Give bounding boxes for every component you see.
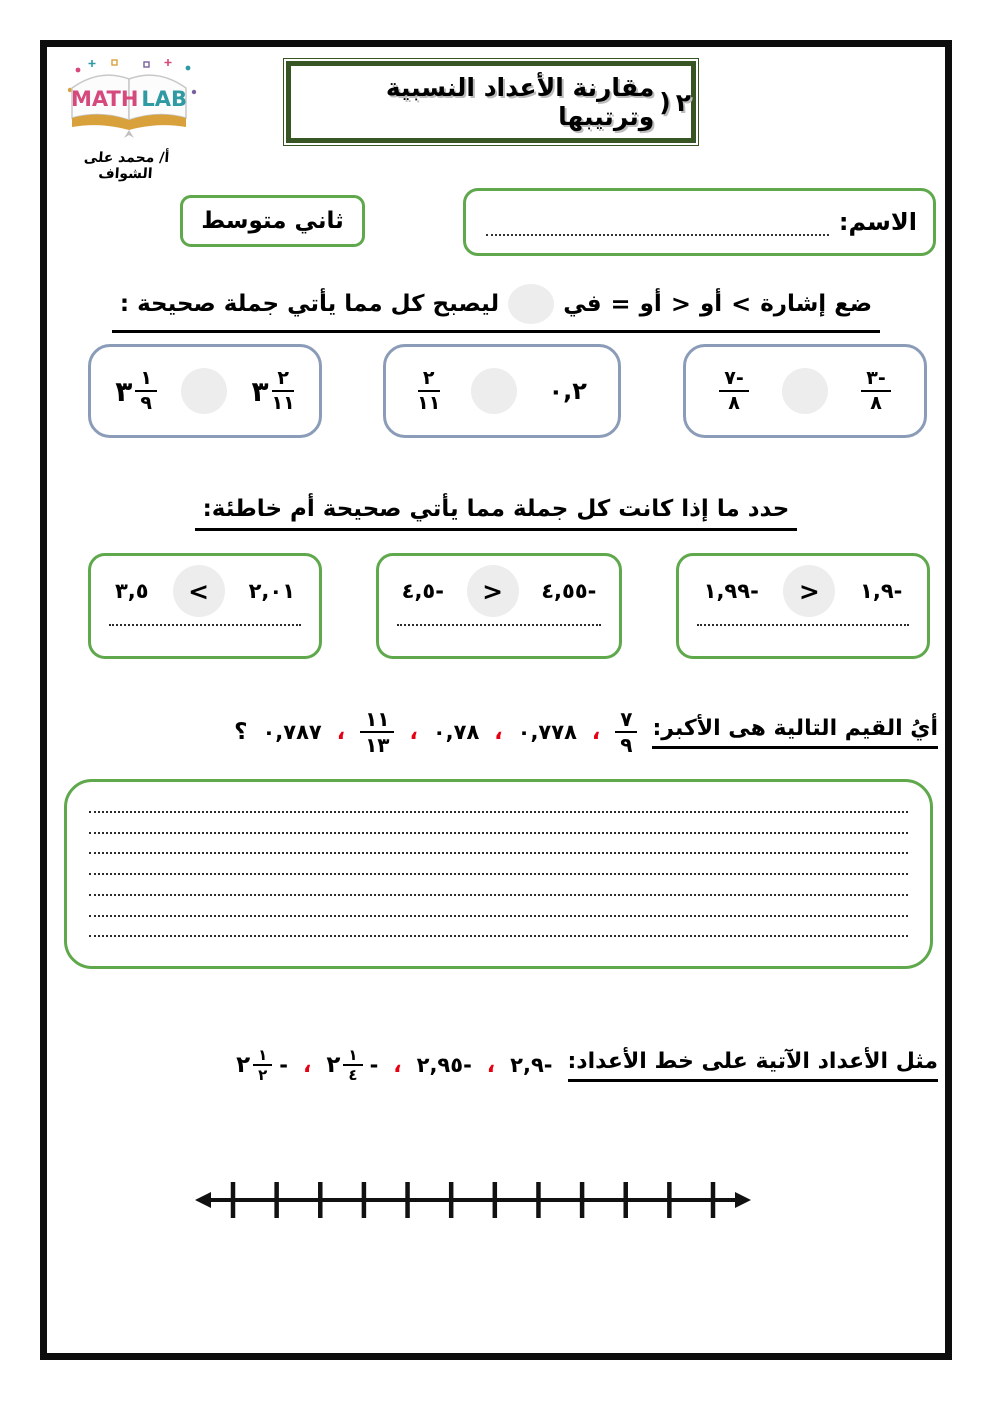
answer-line[interactable] [89,811,908,813]
statement [679,564,927,618]
grade-label: ثاني متوسط [201,208,344,234]
fraction [861,368,891,414]
numerator: ٣- [861,368,891,392]
equals-sign: = [610,290,631,318]
numerator: ١ [253,1047,272,1067]
compare-box-mixed-numbers [88,344,322,438]
decimal-value: ٠,٧٧٨ [517,720,577,744]
teacher-signature: أ/ محمد على الشواف [83,150,170,182]
operand: ٣,٥ [114,579,149,603]
numerator: ٢ [418,368,440,392]
title-box [286,61,696,143]
less-than-sign: < [731,290,752,318]
fraction [719,368,749,414]
grade-badge [180,195,365,247]
name-input-line[interactable] [486,208,829,236]
compare-box-negative-fractions [683,344,927,438]
answer-line[interactable] [89,852,908,854]
arabic-comma: ، [494,719,503,745]
answer-circle[interactable] [181,368,227,414]
number-line[interactable] [193,1160,753,1240]
svg-text:MATHLAB [71,87,187,111]
operand: ٢,٠١ [248,579,296,603]
name-label: الاسم: [838,208,917,236]
fraction [343,1047,362,1084]
operand: ١,٩٩- [703,579,759,603]
logo-text-lab: LAB [141,87,188,111]
heading-text: ضع إشارة [760,291,873,317]
fraction [417,368,440,414]
arabic-comma: ، [336,719,346,745]
whole-part: ٣ [251,374,269,408]
title-number: ٢ [675,87,691,117]
decimal-value: ٢,٩- [510,1053,553,1077]
title-paren: ) [659,87,671,117]
decimal-value: ٠,٢ [548,377,587,405]
whole-part: ٢ [236,1052,251,1078]
heading-text: أو [639,291,662,317]
arabic-comma: ، [393,1052,402,1078]
denominator: ٨ [870,392,882,414]
arabic-comma: ، [303,1052,312,1078]
mixed-number [251,368,294,414]
fraction [253,1047,272,1084]
numerator: ٧- [719,368,749,392]
number-line-svg[interactable] [193,1160,753,1240]
left-arrow [195,1192,211,1208]
negative-mixed-number [326,1047,378,1084]
comparison-sign-circle [173,565,225,617]
answer-box[interactable] [64,779,933,969]
page-title [291,73,691,131]
numerator: ١ [135,368,157,392]
denominator: ٩ [140,392,152,414]
true-false-box-1 [88,553,322,659]
section4-question [60,1030,938,1100]
right-arrow [735,1192,751,1208]
arabic-comma: ، [591,719,601,745]
answer-line[interactable] [89,894,908,896]
denominator: ٨ [728,392,740,414]
heading-text: في [563,291,602,317]
denominator: ٩ [620,733,633,757]
decimal-value: ٢,٩٥- [416,1053,472,1077]
statement [91,564,319,618]
negative-mixed-number [236,1047,288,1084]
operand: ١,٩- [860,579,903,603]
comparison-sign-circle [467,565,519,617]
heading-text: ليصبح كل مما يأتي جملة صحيحة : [119,291,500,317]
arabic-comma: ، [409,719,418,745]
answer-circle[interactable] [782,368,828,414]
minus-sign: - [369,1053,379,1077]
question-mark: ؟ [234,719,248,745]
decimal-value: ٠,٧٨٧ [262,720,322,744]
operand: ٤,٥- [401,579,444,603]
blank-ellipse [508,284,554,324]
fraction [272,368,295,414]
section3-question [60,694,938,770]
comparison-sign: > [482,576,504,606]
statement [379,564,619,618]
fraction [135,368,157,414]
math-lab-logo [60,54,202,148]
section1-heading [40,284,952,333]
comparison-sign: < [188,576,210,606]
heading-text: أو [699,291,723,317]
true-false-box-3 [676,553,930,659]
numerator: ٢ [272,368,294,392]
fraction [360,708,394,756]
denominator: ٤ [348,1066,358,1084]
heading-text: حدد ما إذا كانت كل جملة مما يأتي صحيحة أم خاطئة: [195,496,798,531]
operand: ٤,٥٥- [541,579,597,603]
mixed-number [115,368,157,414]
name-field [463,188,936,256]
minus-sign: - [279,1053,288,1077]
title-text: مقارنة الأعداد النسبية وترتيبها [385,73,655,131]
greater-than-sign: > [670,290,691,318]
compare-box-fraction-decimal [383,344,621,438]
answer-line[interactable] [89,873,908,875]
answer-line[interactable] [697,624,909,626]
answer-line[interactable] [89,832,908,834]
arabic-comma: ، [486,1052,496,1078]
answer-line[interactable] [89,915,908,917]
numerator: ١ [343,1047,362,1067]
fraction [615,708,637,756]
heading-text: أيُ القيم التالية هى الأكبر: [652,716,938,749]
numerator: ١١ [360,708,394,733]
answer-line[interactable] [109,624,301,626]
whole-part: ٣ [115,374,133,408]
open-book-illustration [60,54,202,148]
answer-line[interactable] [397,624,601,626]
logo-text-math: MATH [70,87,139,111]
whole-part: ٢ [326,1052,341,1078]
comparison-sign-circle [783,565,835,617]
answer-line[interactable] [89,935,908,937]
denominator: ١٣ [365,733,390,757]
denominator: ١١ [417,392,441,414]
decimal-value: ٠,٧٨ [432,720,480,744]
answer-circle[interactable] [471,368,517,414]
denominator: ١١ [271,392,295,414]
true-false-box-2 [376,553,622,659]
comparison-sign: > [798,576,820,606]
heading-text: مثل الأعداد الآتية على خط الأعداد: [568,1049,939,1082]
denominator: ٢ [258,1066,268,1084]
section2-heading [40,496,952,531]
numerator: ٧ [615,708,637,733]
